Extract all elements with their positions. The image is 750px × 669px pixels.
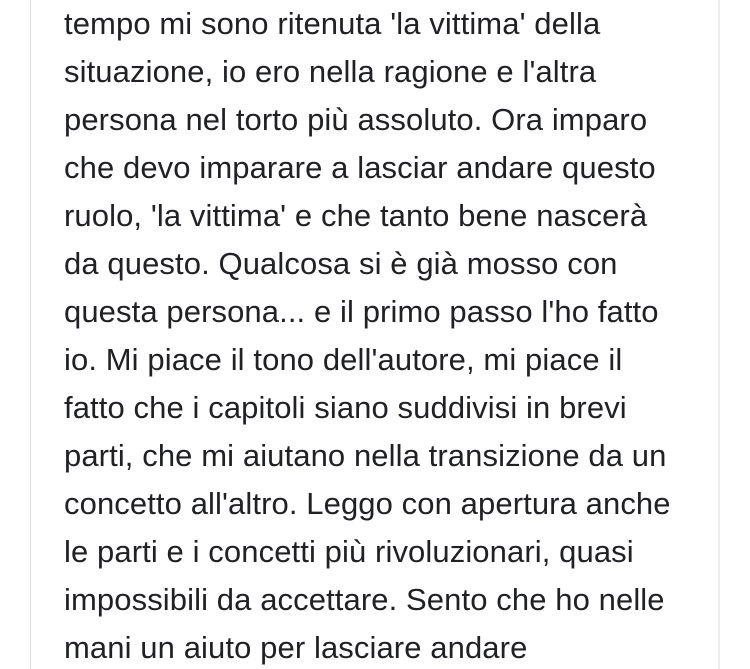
text-line: ruolo, 'la vittima' e che tanto bene nascerà — [64, 198, 648, 233]
text-line: io. Mi piace il tono dell'autore, mi piace il — [64, 342, 623, 377]
left-divider — [30, 0, 31, 669]
text-line: fatto che i capitoli siano suddivisi in brevi — [64, 390, 627, 425]
text-line: persona nel torto più assoluto. Ora imparo — [64, 102, 648, 137]
right-divider — [718, 0, 720, 669]
text-line: situazione, io ero nella ragione e l'altra — [64, 54, 597, 89]
review-paragraph — [64, 0, 704, 669]
text-line: concetto all'altro. Leggo con apertura anche — [64, 486, 671, 521]
text-line: da questo. Qualcosa si è già mosso con — [64, 246, 618, 281]
text-line: mani un aiuto per lasciare andare — [64, 630, 528, 665]
text-line: impossibili da accettare. Sento che ho nelle — [64, 582, 665, 617]
text-line: le parti e i concetti più rivoluzionari, quasi — [64, 534, 634, 569]
text-line: parti, che mi aiutano nella transizione da un — [64, 438, 667, 473]
text-line: questa persona... e il primo passo l'ho fatto — [64, 294, 659, 329]
text-line: che devo imparare a lasciar andare questo — [64, 150, 656, 185]
text-line: tempo mi sono ritenuta 'la vittima' della — [64, 6, 601, 41]
